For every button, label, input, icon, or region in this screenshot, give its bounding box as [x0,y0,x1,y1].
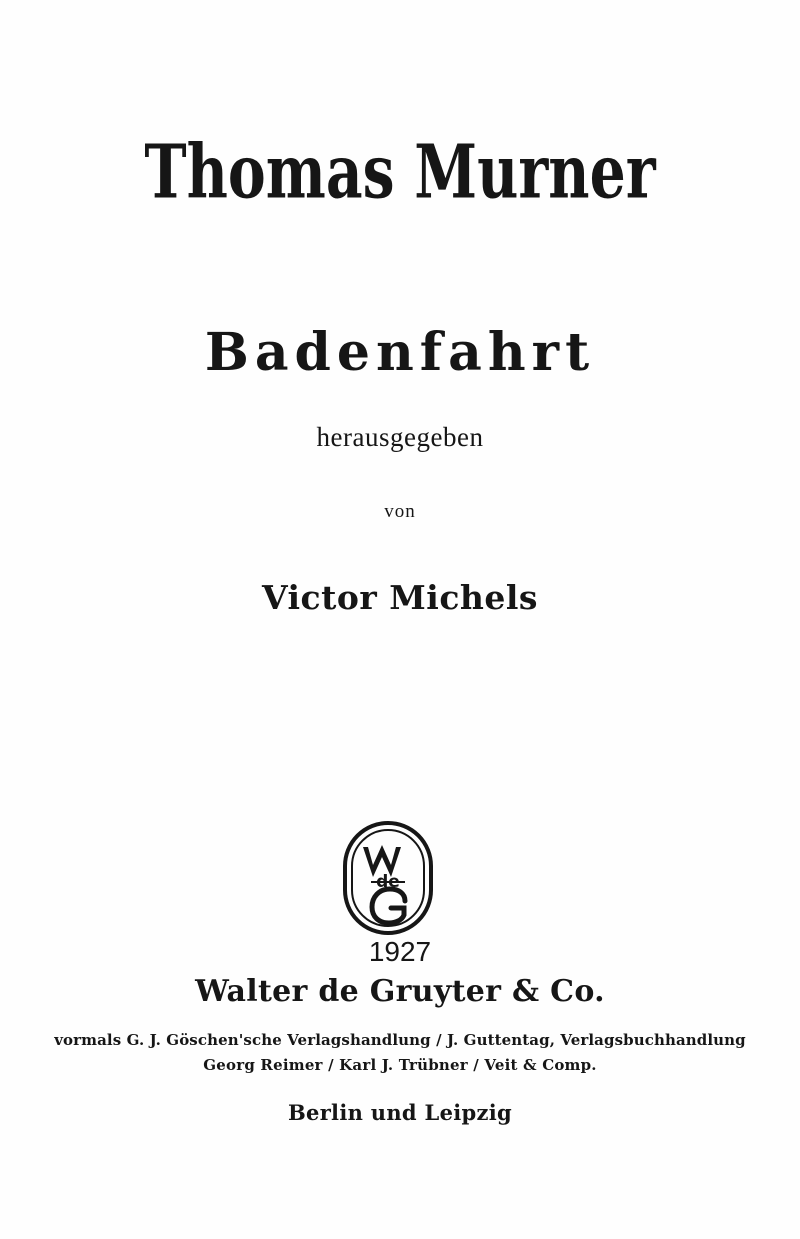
editor-name: Victor Michels [261,578,539,617]
author-name: Thomas Murner [144,128,656,216]
former-publishers-line-1: vormals G. J. Göschen'sche Verlagshandlung / J. Guttentag, Verlagsbuchhandlung [54,1031,746,1049]
book-title: Badenfahrt [204,322,596,383]
publication-year: 1927 [368,936,432,967]
logo-de-text: de [376,872,400,892]
publisher-name: Walter de Gruyter & Co. [195,974,605,1009]
publication-place: Berlin und Leipzig [287,1100,512,1125]
former-publishers-line-2: Georg Reimer / Karl J. Trübner / Veit & Comp. [203,1056,597,1074]
by-label: von [384,501,416,522]
edited-label: herausgegeben [316,422,484,452]
